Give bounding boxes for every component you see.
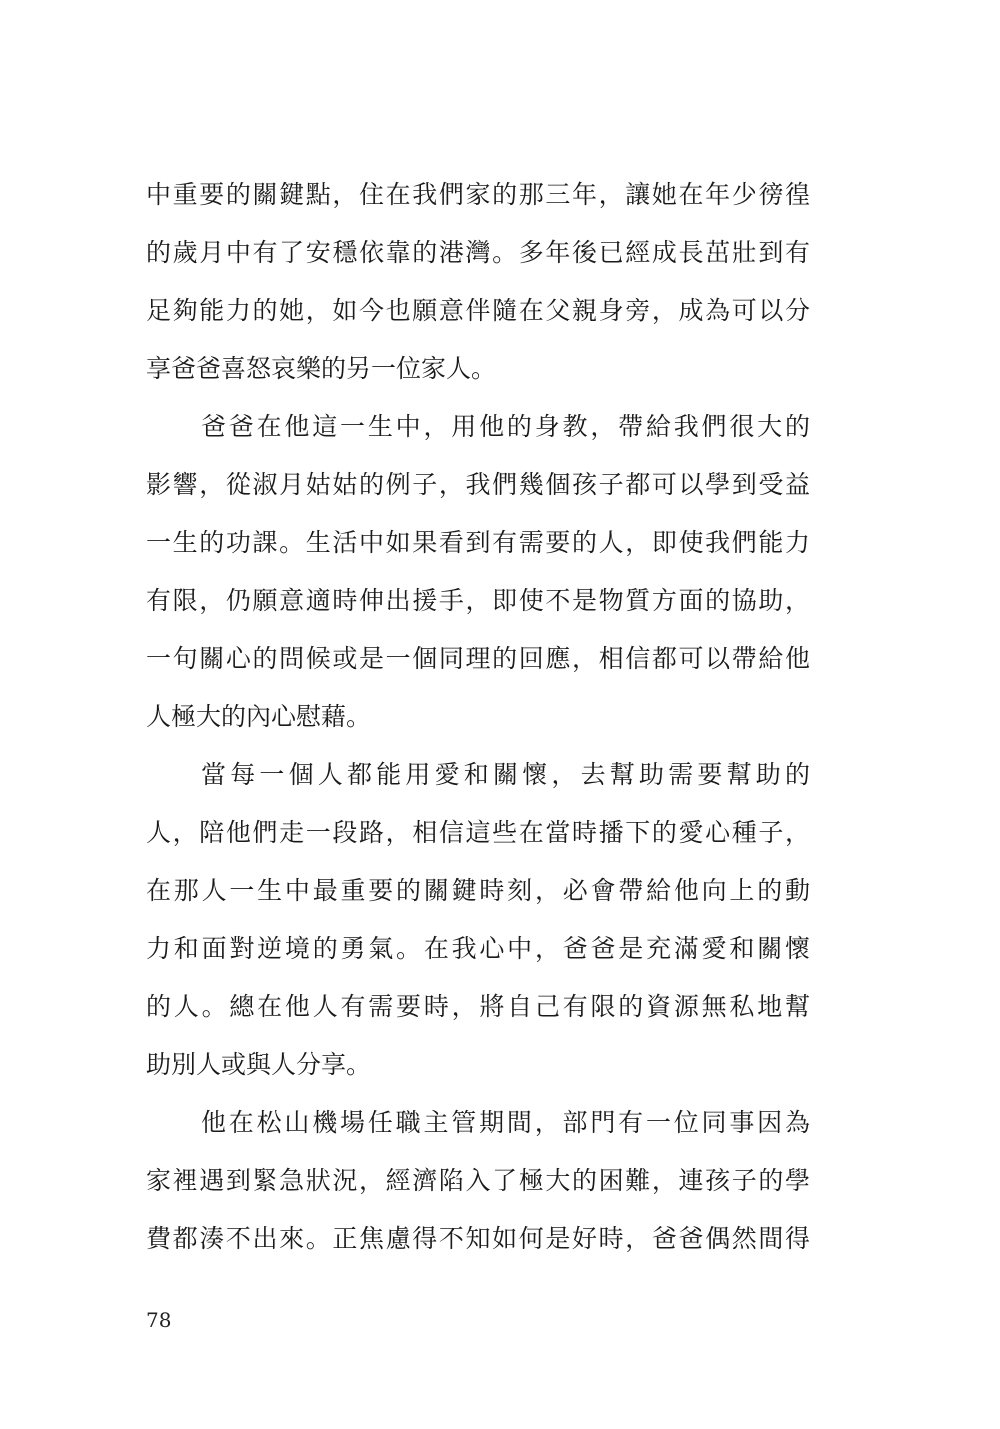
paragraph-first-line: 爸爸在他這一生中，用他的身教，帶給我們很大的 [201,412,810,441]
paragraph-first-line: 當每一個人都能用愛和關懷，去幫助需要幫助的 [201,760,810,789]
text-line: 費都湊不出來。正焦慮得不知如何是好時，爸爸偶然間得 [146,1224,810,1253]
page-number: 78 [146,1308,172,1332]
text-line: 的歲月中有了安穩依靠的港灣。多年後已經成長茁壯到有 [146,238,810,267]
text-line: 人，陪他們走一段路，相信這些在當時播下的愛心種子， [146,818,810,847]
text-line: 的人。總在他人有需要時，將自己有限的資源無私地幫 [146,992,810,1021]
text-line: 助別人或與人分享。 [146,1050,372,1079]
text-line: 享爸爸喜怒哀樂的另一位家人。 [146,354,497,383]
text-line: 力和面對逆境的勇氣。在我心中，爸爸是充滿愛和關懷 [146,934,810,963]
text-line: 影響，從淑月姑姑的例子，我們幾個孩子都可以學到受益 [146,470,810,499]
paragraph-first-line: 他在松山機場任職主管期間，部門有一位同事因為 [201,1108,810,1137]
text-line: 家裡遇到緊急狀況，經濟陷入了極大的困難，連孩子的學 [146,1166,810,1195]
text-line: 中重要的關鍵點，住在我們家的那三年，讓她在年少徬徨 [146,180,810,209]
body-text [146,166,810,1268]
text-line: 足夠能力的她，如今也願意伴隨在父親身旁，成為可以分 [146,296,810,325]
text-line: 在那人一生中最重要的關鍵時刻，必會帶給他向上的動 [146,876,810,905]
text-line: 人極大的內心慰藉。 [146,702,372,731]
text-line: 有限，仍願意適時伸出援手，即使不是物質方面的協助， [146,586,810,615]
text-line: 一生的功課。生活中如果看到有需要的人，即使我們能力 [146,528,810,557]
text-line: 一句關心的問候或是一個同理的回應，相信都可以帶給他 [146,644,810,673]
